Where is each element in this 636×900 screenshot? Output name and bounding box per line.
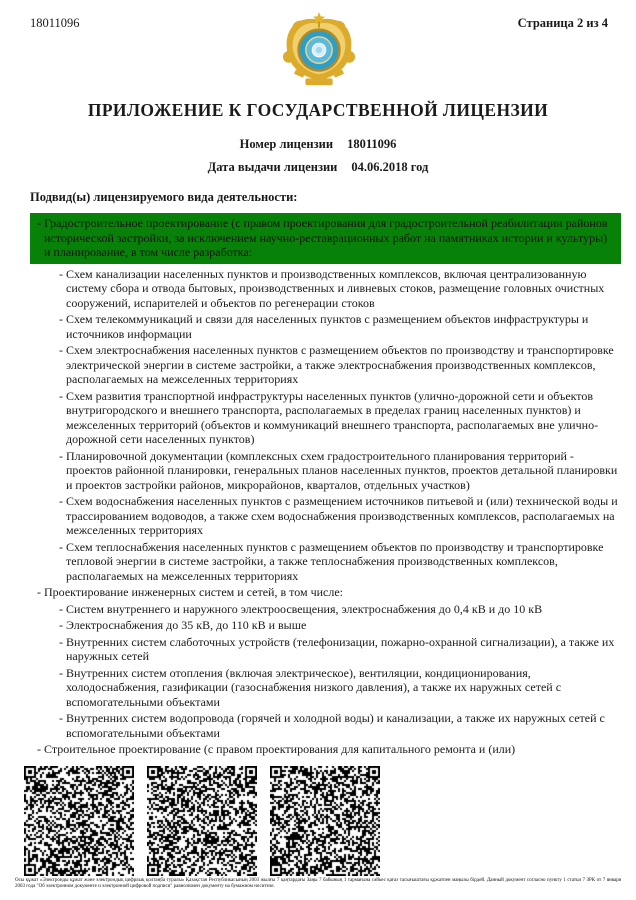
activity-item xyxy=(30,267,621,311)
activity-item-text: Внутренних систем водопровода (горячей и холодной воды) и канализации, а также их наружных сетей с вспомогательными объектами xyxy=(66,711,605,740)
bullet-dash-icon: - xyxy=(37,216,41,230)
bullet-dash-icon: - xyxy=(59,343,63,357)
activity-item xyxy=(30,343,621,387)
bullet-dash-icon: - xyxy=(59,388,63,403)
activity-item-text: Внутренних систем отопления (включая электрическое), вентиляции, кондиционирования, холодоснабжения, газификации (газоснабжения низкого давления), а также их наружных сетей с вспомогательными объектами xyxy=(66,665,562,709)
qr-code-2 xyxy=(147,766,257,876)
activity-item xyxy=(30,742,621,757)
activity-item-text: Градостроительное проектирование (с правом проектирования для градостроительной реабилитации районов исторической застройки, за исключением научно-реставрационных работ на памятниках истории и культуры) и планирование, в том числе разработка: xyxy=(44,216,608,259)
license-number-value: 18011096 xyxy=(347,137,397,151)
qr-code-row xyxy=(24,766,636,876)
activity-item xyxy=(30,213,621,264)
activity-item xyxy=(30,585,621,600)
activity-item-text: Схем телекоммуникаций и связи для населенных пунктов с размещением объектов инфраструктуры и источников информации xyxy=(66,312,589,341)
qr-code-3 xyxy=(270,766,380,876)
activity-item xyxy=(30,312,621,341)
bullet-dash-icon: - xyxy=(59,634,63,649)
page-header xyxy=(30,12,608,94)
activity-item xyxy=(30,635,621,664)
license-number-line xyxy=(0,137,636,152)
activity-item xyxy=(30,494,621,538)
page-indicator: Страница 2 из 4 xyxy=(517,16,608,30)
activity-item xyxy=(30,540,621,584)
issue-date-line xyxy=(0,160,636,175)
activity-item xyxy=(30,618,621,633)
activity-item-text: Электроснабжения до 35 кВ, до 110 кВ и выше xyxy=(66,618,307,632)
activity-item xyxy=(30,666,621,710)
subtypes-heading: Подвид(ы) лицензируемого вида деятельности: xyxy=(30,190,298,204)
bullet-dash-icon: - xyxy=(59,618,63,632)
issue-date-value: 04.06.2018 год xyxy=(351,160,429,174)
activity-item-text: Схем теплоснабжения населенных пунктов с размещением объектов по производству и транспортировке тепловой энергии в системе застройки, а также теплоснабжения производственных комплексов, располагаемых на межселенных территориях xyxy=(66,539,604,583)
bullet-dash-icon: - xyxy=(37,585,41,599)
footer-legal-text: Осы құжат «Электронды құжат және электрондық цифрлық қолтаңба туралы» Қазақстан Республикасының 2003 жылғы 7 қаңтардағы Заңы 7 бабының 1 тармағына сәйкес қағаз тасығыштағы құжатпен маңызы бірдей. Данный документ согласно пункту 1 статьи 7 ЗРК от 7 января 2003 года "Об электронном документе и электронной цифровой подписи" равнозначен документу на бумажном носителе. xyxy=(15,877,621,890)
header-license-number: 18011096 xyxy=(30,16,80,30)
kazakhstan-emblem-icon xyxy=(280,12,358,92)
bullet-dash-icon: - xyxy=(59,494,63,508)
activity-item-text: Систем внутреннего и наружного электроосвещения, электроснабжения до 0,4 кВ и до 10 кВ xyxy=(66,601,543,616)
license-number-label: Номер лицензии xyxy=(239,137,334,151)
document-title: ПРИЛОЖЕНИЕ К ГОСУДАРСТВЕННОЙ ЛИЦЕНЗИИ xyxy=(87,100,549,120)
activity-item xyxy=(30,449,621,493)
activity-item-text: Схем водоснабжения населенных пунктов с размещением источников питьевой и (или) технической воды и трассированием водоводов, а также схем водоснабжения производственных комплексов, располагаемых на межселенных территориях xyxy=(66,494,618,537)
activity-item-text: Схем канализации населенных пунктов и производственных комплексов, включая централизованную систему сбора и отвода бытовых, производственных и ливневых стоков, размещение головных очистных сооружений, испарителей и объектов по регенерации стоков xyxy=(66,266,605,310)
issue-date-label: Дата выдачи лицензии xyxy=(207,160,338,174)
bullet-dash-icon: - xyxy=(59,448,63,463)
qr-code-1 xyxy=(24,766,134,876)
activity-item-text: Планировочной документации (комплексных схем градостроительного планирования территорий - проектов районной планировки, генеральных планов населенных пунктов, проектов детальной планировки и проектов застройки районов, микрорайонов, кварталов, отдельных участков) xyxy=(66,448,618,492)
bullet-dash-icon: - xyxy=(59,711,63,725)
bullet-dash-icon: - xyxy=(59,539,63,554)
bullet-dash-icon: - xyxy=(59,312,63,326)
activity-item xyxy=(30,711,621,740)
activity-list xyxy=(30,213,621,757)
activity-item-text: Схем развития транспортной инфраструктуры населенных пунктов (улично-дорожной сети и объектов внутригородского и внешнего транспорта, располагаемых в пределах границ населенных пунктов) и межселенных территорий (объектов и коммуникаций внешнего транспорта, располагаемых вне улично-дорожной сети населенных пунктов) xyxy=(66,388,599,446)
activity-item xyxy=(30,389,621,447)
bullet-dash-icon: - xyxy=(59,665,63,680)
activity-item-text: Проектирование инженерных систем и сетей, в том числе: xyxy=(44,585,344,599)
activity-item-text: Внутренних систем слаботочных устройств (телефонизации, пожарно-охранной сигнализации), а также их наружных сетей xyxy=(66,634,615,663)
activity-item xyxy=(30,602,621,617)
activity-item-text: Строительное проектирование (с правом проектирования для капитального ремонта и (или) xyxy=(44,742,516,756)
activity-item-text: Схем электроснабжения населенных пунктов с размещением объектов по производству и транспортировке электрической энергии в системе застройки, а также электроснабжения производственных комплексов, располагаемых на межселенных территориях xyxy=(66,343,614,386)
bullet-dash-icon: - xyxy=(59,266,63,281)
bullet-dash-icon: - xyxy=(59,601,63,616)
bullet-dash-icon: - xyxy=(37,742,41,756)
